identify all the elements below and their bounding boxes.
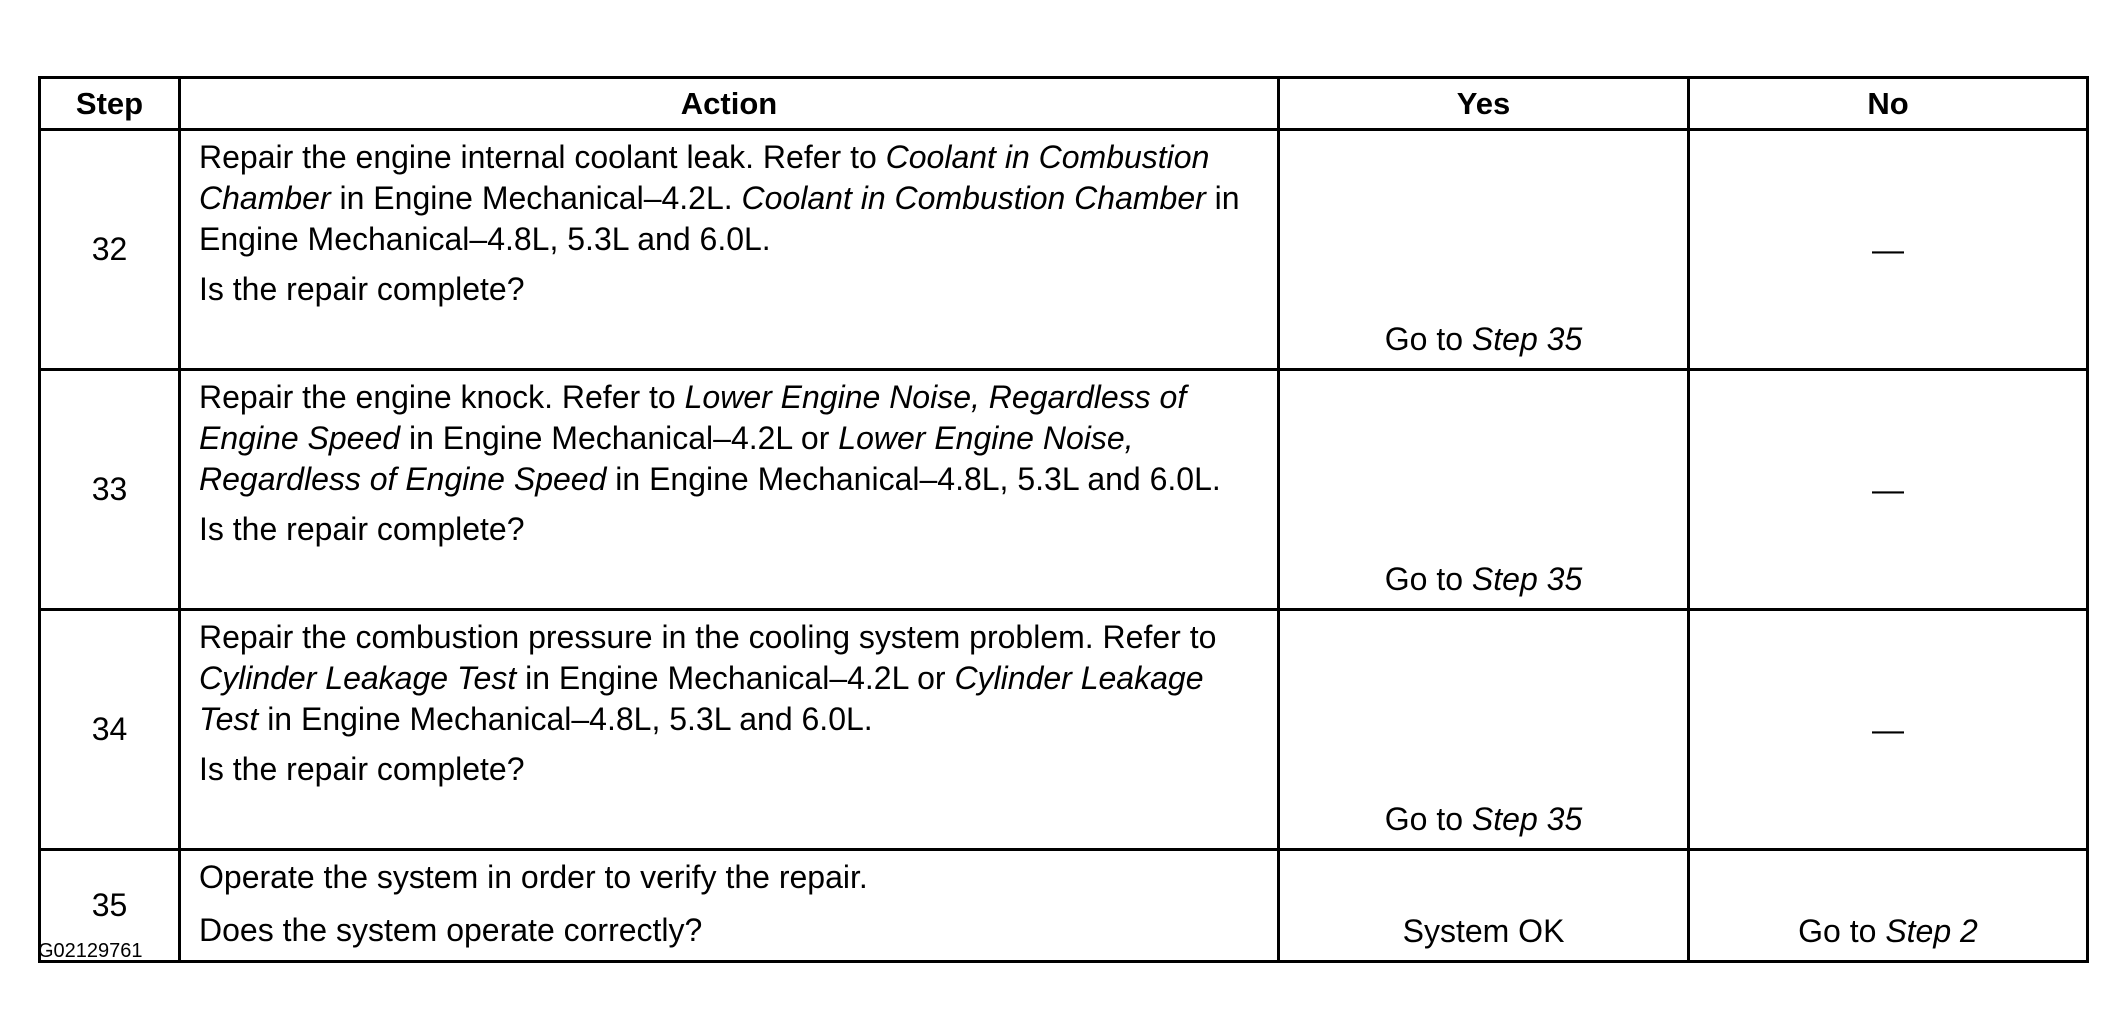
no-result: Go to Step 2 bbox=[1798, 913, 1978, 949]
header-step: Step bbox=[40, 78, 180, 130]
header-yes: Yes bbox=[1279, 78, 1689, 130]
action-question: Is the repair complete? bbox=[199, 271, 525, 307]
action-cell bbox=[180, 130, 1279, 370]
yes-cell bbox=[1279, 610, 1689, 850]
step-number: 33 bbox=[40, 370, 180, 610]
table-row bbox=[40, 370, 2088, 610]
yes-cell bbox=[1279, 370, 1689, 610]
reference-link-text: Coolant in Combustion Chamber bbox=[199, 139, 1210, 216]
step-number: 34 bbox=[40, 610, 180, 850]
yes-cell bbox=[1279, 850, 1689, 962]
action-question: Is the repair complete? bbox=[199, 511, 525, 547]
no-cell bbox=[1689, 130, 2088, 370]
reference-link-text: Lower Engine Noise, Regardless of Engine Speed bbox=[199, 420, 1134, 497]
action-text: Repair the engine internal coolant leak. Refer to Coolant in Combustion Chamber in Engine Mechanical–4.2L. Coolant in Combustion Chamber in Engine Mechanical–4.8L, 5.3L and 6.0L. bbox=[199, 139, 1240, 257]
yes-result: Go to Step 35 bbox=[1384, 801, 1583, 837]
diagnostic-table-container bbox=[38, 76, 2086, 963]
header-action: Action bbox=[180, 78, 1279, 130]
action-text: Operate the system in order to verify the repair. bbox=[199, 859, 868, 895]
yes-result: System OK bbox=[1402, 913, 1565, 949]
action-text: Repair the combustion pressure in the cooling system problem. Refer to Cylinder Leakage Test in Engine Mechanical–4.2L or Cylinder Leakage Test in Engine Mechanical–4.8L, 5.3L and 6.0L. bbox=[199, 619, 1217, 737]
no-cell bbox=[1689, 850, 2088, 962]
reference-link-text: Coolant in Combustion Chamber bbox=[741, 180, 1206, 216]
reference-link-text: Cylinder Leakage Test bbox=[199, 660, 1204, 737]
reference-link-text: Lower Engine Noise, Regardless of Engine Speed bbox=[199, 379, 1187, 456]
figure-id: G02129761 bbox=[38, 940, 143, 962]
yes-result: Go to Step 35 bbox=[1384, 561, 1583, 597]
yes-cell bbox=[1279, 130, 1689, 370]
action-question: Is the repair complete? bbox=[199, 751, 525, 787]
no-result: — bbox=[1872, 471, 1904, 507]
table-row bbox=[40, 850, 2088, 962]
action-cell bbox=[180, 850, 1279, 962]
action-question: Does the system operate correctly? bbox=[199, 912, 703, 948]
table-row bbox=[40, 130, 2088, 370]
reference-link-text: Step 35 bbox=[1471, 801, 1583, 837]
no-result: — bbox=[1872, 711, 1904, 747]
step-number: 32 bbox=[40, 130, 180, 370]
header-row bbox=[40, 78, 2088, 130]
action-text: Repair the engine knock. Refer to Lower Engine Noise, Regardless of Engine Speed in Engine Mechanical–4.2L or Lower Engine Noise, Regardless of Engine Speed in Engine Mechanical–4.8L, 5.3L and 6.0L. bbox=[199, 379, 1221, 497]
action-cell bbox=[180, 370, 1279, 610]
no-cell bbox=[1689, 610, 2088, 850]
step-number: 35 bbox=[40, 850, 180, 962]
table-row bbox=[40, 610, 2088, 850]
yes-result: Go to Step 35 bbox=[1384, 321, 1583, 357]
reference-link-text: Step 35 bbox=[1471, 321, 1583, 357]
reference-link-text: Step 35 bbox=[1471, 561, 1583, 597]
header-no: No bbox=[1689, 78, 2088, 130]
reference-link-text: Step 2 bbox=[1885, 913, 1978, 949]
no-result: — bbox=[1872, 231, 1904, 267]
diagnostic-table bbox=[38, 76, 2089, 963]
reference-link-text: Cylinder Leakage Test bbox=[199, 660, 517, 696]
action-cell bbox=[180, 610, 1279, 850]
no-cell bbox=[1689, 370, 2088, 610]
